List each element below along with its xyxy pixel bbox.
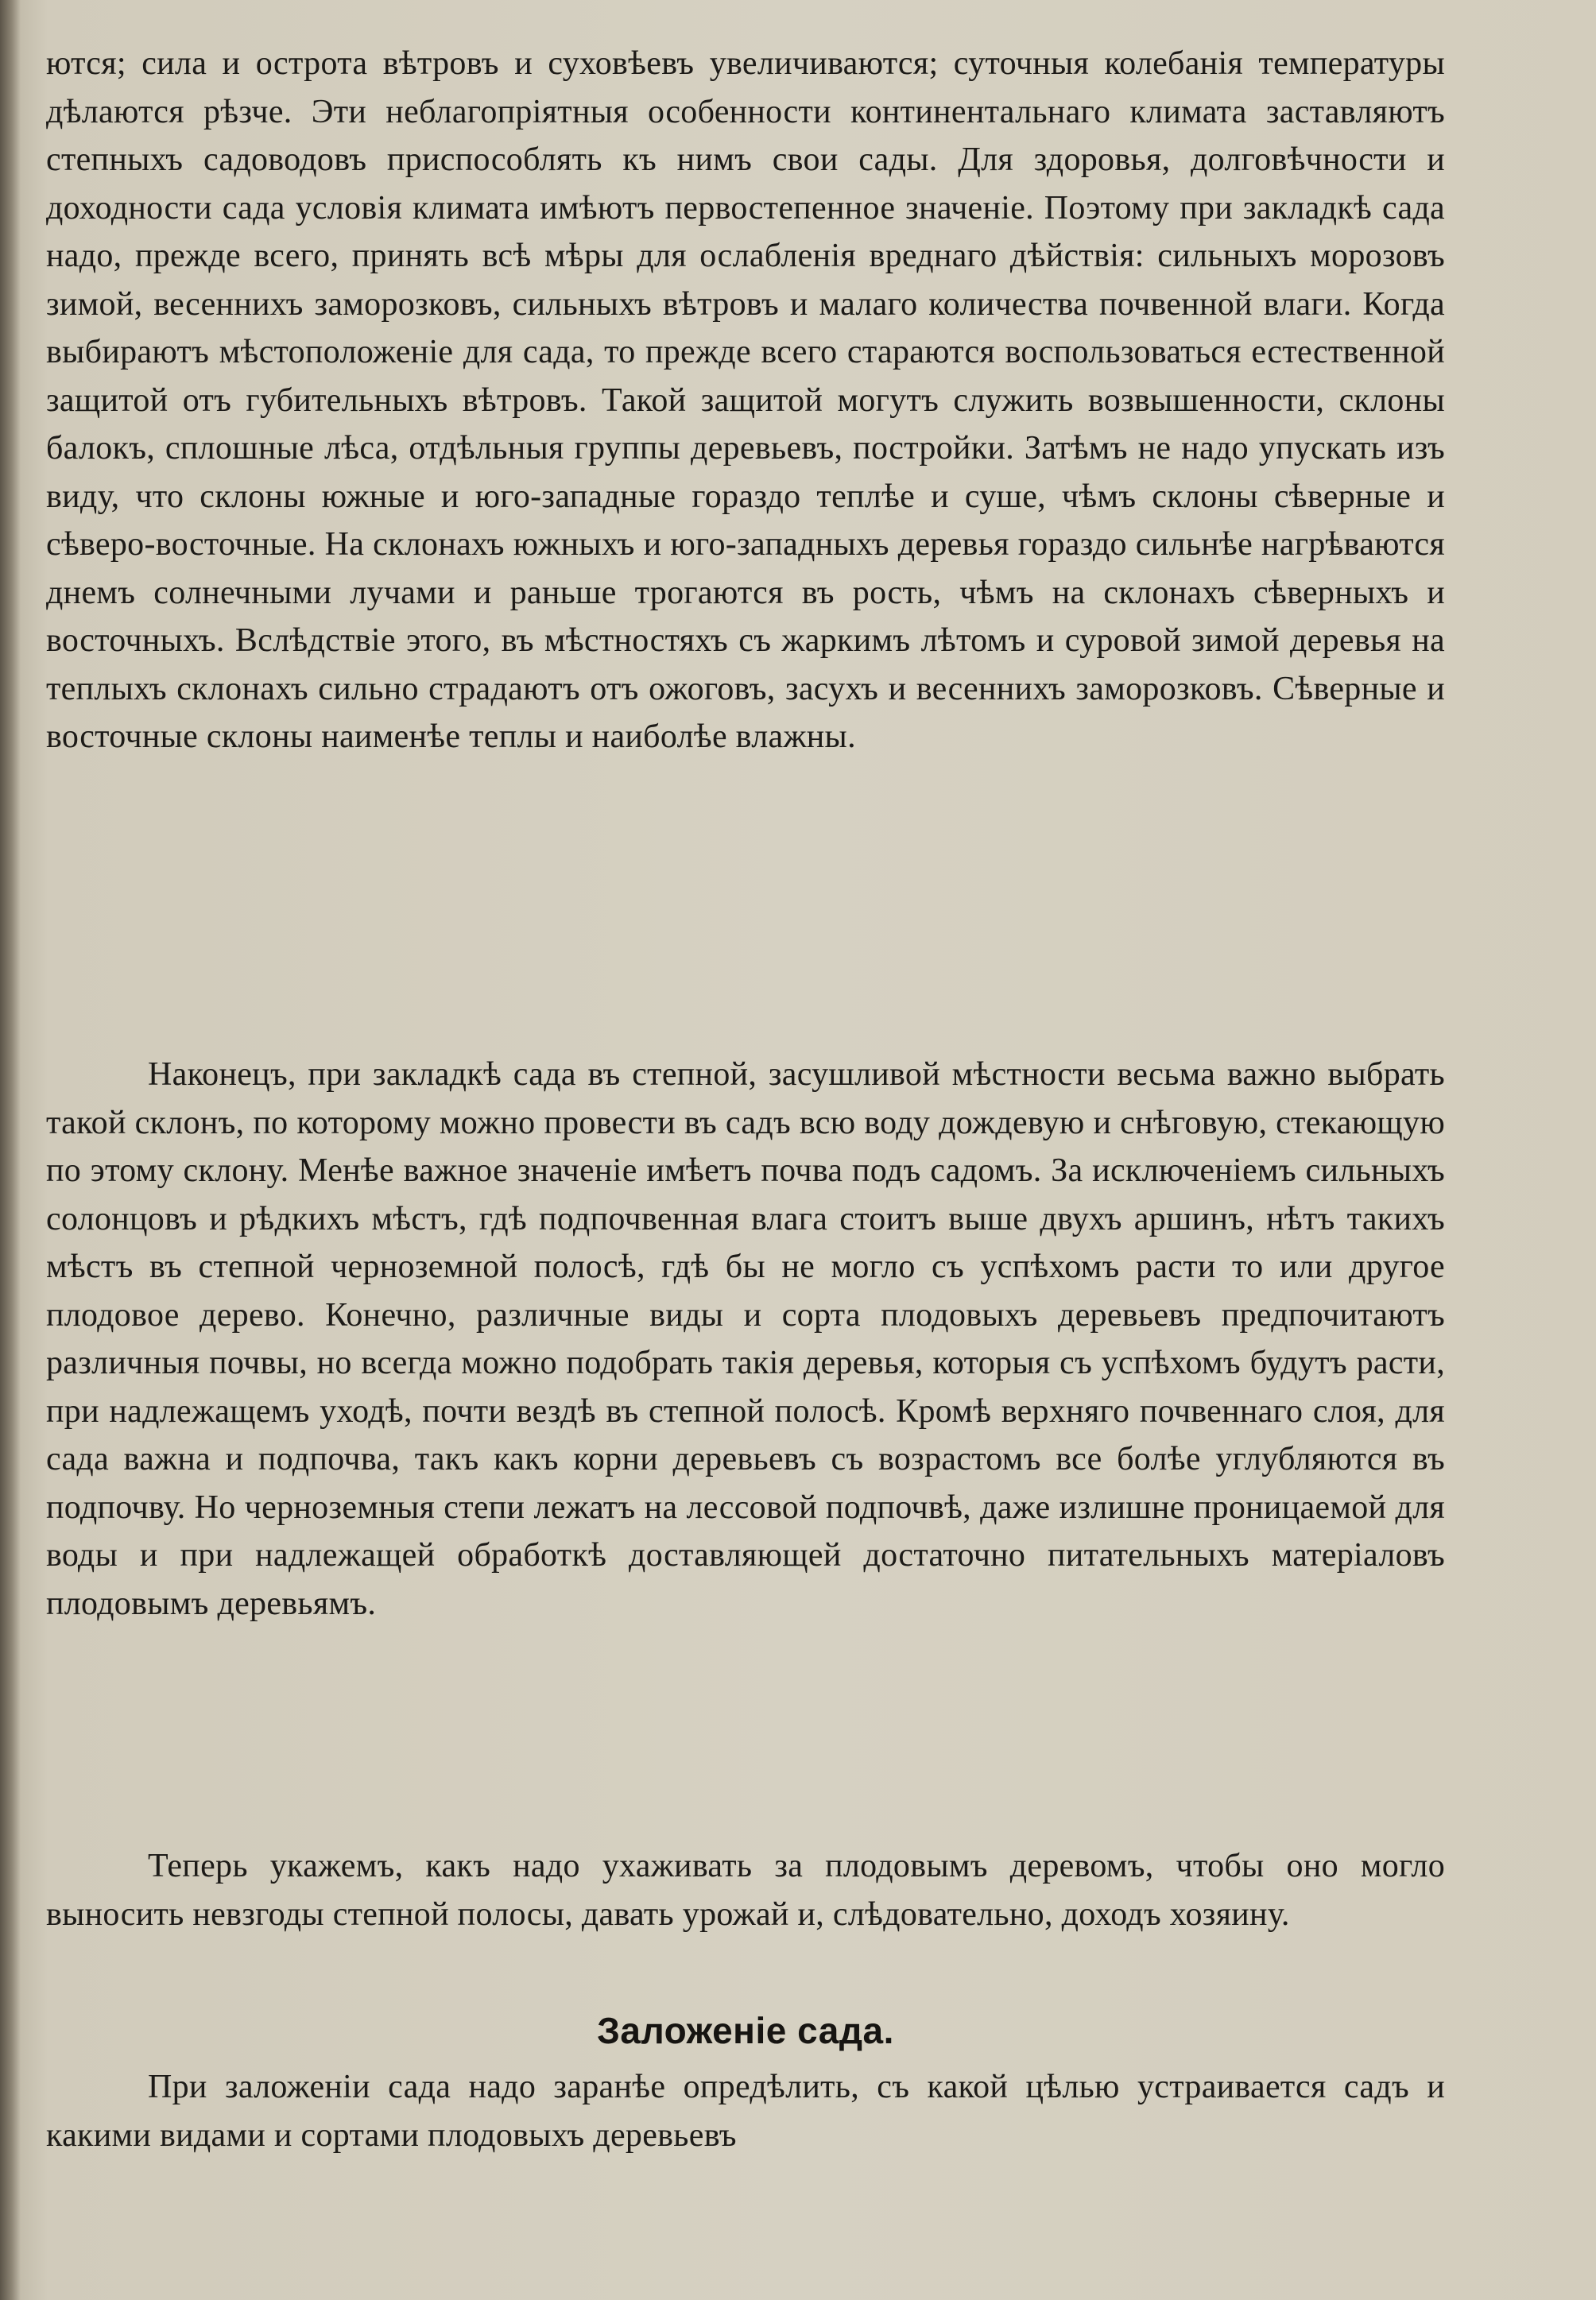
paragraph-2 xyxy=(46,1051,1445,1628)
paragraph-text: Теперь укажемъ, какъ надо ухаживать за плодовымъ деревомъ, чтобы оно могло выносить невзгоды степной полосы, давать урожай и, слѣдовательно, доходъ хозяину. xyxy=(46,1848,1445,1933)
paragraph-text: Наконецъ, при закладкѣ сада въ степной, засушливой мѣстности весьма важно выбрать такой склонъ, по которому можно провести въ садъ всю воду дождевую и снѣговую, стекающую по этому склону. Менѣе важное значеніе имѣетъ почва подъ садомъ. За исключеніемъ сильныхъ солонцовъ и рѣдкихъ мѣстъ, гдѣ подпочвенная влага стоитъ выше двухъ аршинъ, нѣтъ такихъ мѣстъ въ степной черноземной полосѣ, гдѣ бы не могло съ успѣхомъ расти то или другое плодовое дерево. Конечно, различные виды и сорта плодовыхъ деревьевъ предпочитаютъ различныя почвы, но всегда можно подобрать такія деревья, которыя съ успѣхомъ будутъ расти, при надлежащемъ уходѣ, почти вездѣ въ степной полосѣ. Кромѣ верхняго почвеннаго слоя, для сада важна и подпочва, такъ какъ корни деревьевъ съ возрастомъ все болѣе углубляются въ подпочву. Но черноземныя степи лежатъ на лессовой подпочвѣ, даже излишне проницаемой для воды и при надлежащей обработкѣ доставляющей достаточно питательныхъ матеріаловъ плодовымъ деревьямъ. xyxy=(46,1056,1445,1622)
paragraph-text: ются; сила и острота вѣтровъ и суховѣевъ увеличиваются; суточныя колебанія температуры дѣлаются рѣзче. Эти неблагопріятныя особенности континентальнаго климата заставляютъ степныхъ садоводовъ приспособлять къ нимъ свои сады. Для здоровья, долговѣчности и доходности сада условія климата имѣютъ первостепенное значеніе. Поэтому при закладкѣ сада надо, прежде всего, принять всѣ мѣры для ослабленія вреднаго дѣйствія: сильныхъ морозовъ зимой, весеннихъ заморозковъ, сильныхъ вѣтровъ и малаго количества почвенной влаги. Когда выбираютъ мѣстоположеніе для сада, то прежде всего стараются воспользоваться естественной защитой отъ губительныхъ вѣтровъ. Такой защитой могутъ служить возвышенности, склоны балокъ, сплошные лѣса, отдѣльныя группы деревьевъ, постройки. Затѣмъ не надо упускать изъ виду, что склоны южные и юго-западные гораздо теплѣе и суше, чѣмъ склоны сѣверные и сѣверо-восточные. На склонахъ южныхъ и юго-западныхъ деревья гораздо сильнѣе нагрѣваются днемъ солнечными лучами и раньше трогаются въ рость, чѣмъ на склонахъ сѣверныхъ и восточныхъ. Вслѣдствіе этого, въ мѣстностяхъ съ жаркимъ лѣтомъ и суровой зимой деревья на теплыхъ склонахъ сильно страдаютъ отъ ожоговъ, засухъ и весеннихъ заморозковъ. Сѣверные и восточные склоны наименѣе теплы и наиболѣе влажны. xyxy=(46,45,1445,755)
paragraph-text: При заложеніи сада надо заранѣе опредѣлить, съ какой цѣлью устраивается садъ и какими видами и сортами плодовыхъ деревьевъ xyxy=(46,2069,1445,2154)
paragraph-1 xyxy=(46,40,1445,761)
section-heading: Заложеніе сада. xyxy=(597,2010,894,2051)
binding-shadow xyxy=(0,0,21,2300)
paragraph-4 xyxy=(46,2063,1445,2159)
paragraph-3 xyxy=(46,1842,1445,1938)
